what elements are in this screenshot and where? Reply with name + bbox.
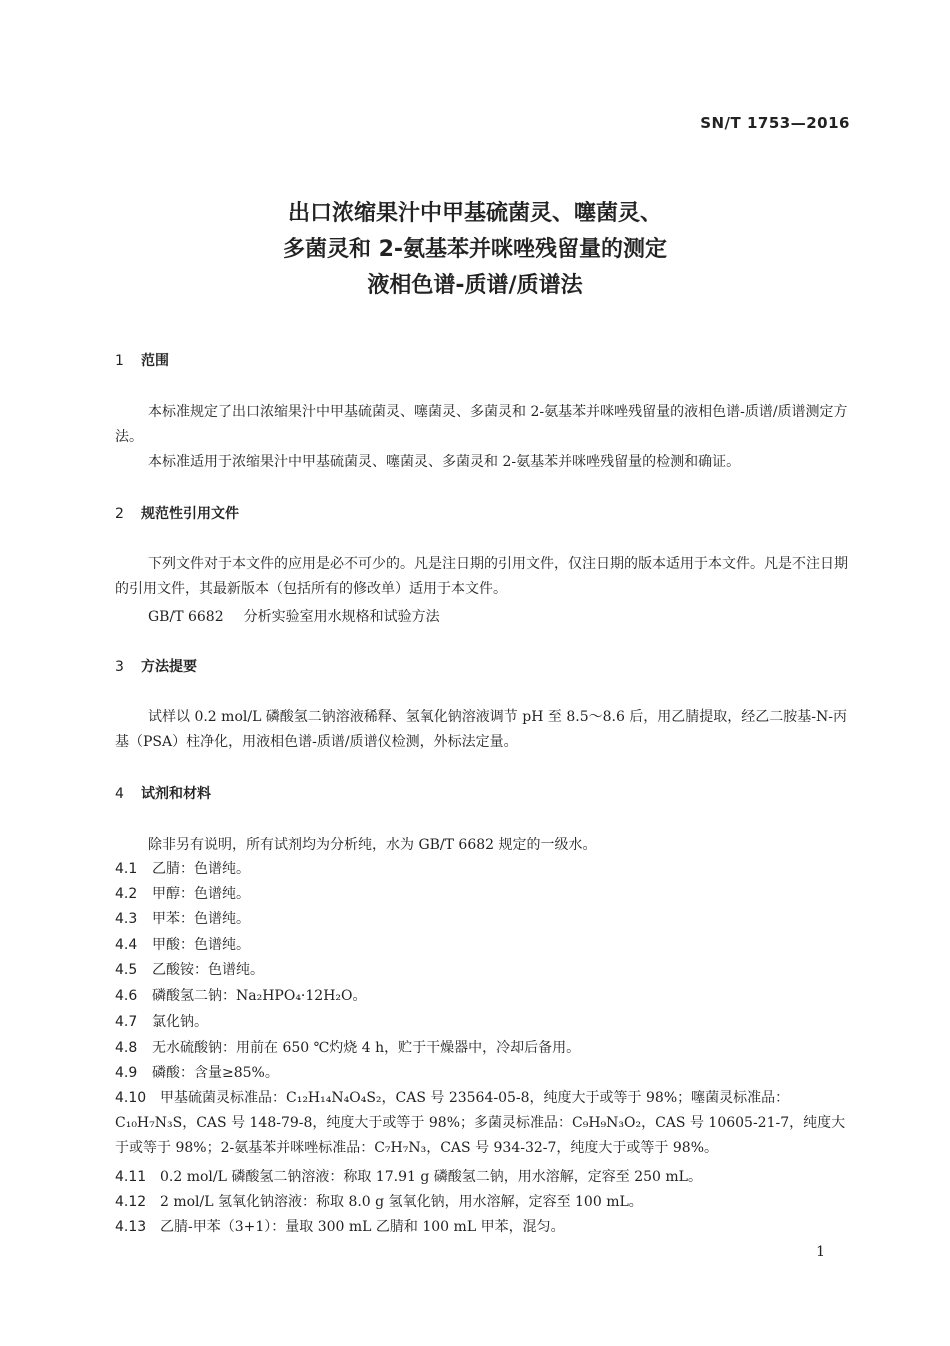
section-title: 范围 <box>141 353 169 369</box>
list-item: 4.3 甲苯：色谱纯。 <box>115 911 250 927</box>
section-1-paragraph-2: 本标准适用于浓缩果汁中甲基硫菌灵、噻菌灵、多菌灵和 2-氨基苯并咪唑残留量的检测和确证。 <box>148 454 741 470</box>
section-3-heading <box>115 656 197 676</box>
section-2-paragraph-1: 下列文件对于本文件的应用是必不可少的。凡是注日期的引用文件，仅注日期的版本适用于本文件。凡是不注日期的引用文件，其最新版本（包括所有的修改单）适用于本文件。 <box>115 556 848 597</box>
title-line-3: 液相色谱-质谱/质谱法 <box>367 273 583 298</box>
normative-reference <box>148 606 440 626</box>
title-line-2: 多菌灵和 2-氨基苯并咪唑残留量的测定 <box>282 237 668 262</box>
section-number: 3 <box>115 659 124 675</box>
reference-title: 分析实验室用水规格和试验方法 <box>243 609 440 625</box>
section-title: 规范性引用文件 <box>141 506 239 522</box>
section-1-paragraph-1: 本标准规定了出口浓缩果汁中甲基硫菌灵、噻菌灵、多菌灵和 2-氨基苯并咪唑残留量的液相色谱-质谱/质谱测定方法。 <box>115 404 848 445</box>
list-item: 4.9 磷酸：含量≥85%。 <box>115 1065 279 1081</box>
list-item: 4.5 乙酸铵：色谱纯。 <box>115 962 264 978</box>
section-4-intro: 除非另有说明，所有试剂均为分析纯，水为 GB/T 6682 规定的一级水。 <box>148 837 597 853</box>
list-item: 4.4 甲酸：色谱纯。 <box>115 937 250 953</box>
list-item: 4.12 2 mol/L 氢氧化钠溶液：称取 8.0 g 氢氧化钠，用水溶解，定容至 100 mL。 <box>115 1194 643 1210</box>
title-line-1: 出口浓缩果汁中甲基硫菌灵、噻菌灵、 <box>287 201 662 226</box>
list-item: 4.13 乙腈-甲苯（3+1）：量取 300 mL 乙腈和 100 mL 甲苯，混匀。 <box>115 1219 565 1235</box>
section-1-heading <box>115 350 169 370</box>
section-title: 方法提要 <box>141 659 197 675</box>
list-item: 4.8 无水硫酸钠：用前在 650 ℃灼烧 4 h，贮于干燥器中，冷却后备用。 <box>115 1040 581 1056</box>
document-title <box>0 196 950 304</box>
section-number: 1 <box>115 353 124 369</box>
list-item: 4.11 0.2 mol/L 磷酸氢二钠溶液：称取 17.91 g 磷酸氢二钠，用水溶解，定容至 250 mL。 <box>115 1169 702 1185</box>
section-title: 试剂和材料 <box>141 786 211 802</box>
list-item: 4.7 氯化钠。 <box>115 1014 208 1030</box>
page-number: 1 <box>816 1244 825 1260</box>
list-item: 4.2 甲醇：色谱纯。 <box>115 886 250 902</box>
standard-code: SN/T 1753—2016 <box>700 114 850 132</box>
list-item: 4.10 甲基硫菌灵标准品：C₁₂H₁₄N₄O₄S₂，CAS 号 23564-05-8，纯度大于或等于 98%；噻菌灵标准品：C₁₀H₇N₃S，CAS 号 148-79-8，纯度大于或等于 98%；多菌灵标准品：C₉H₉N₃O₂，CAS 号 10605-21-7，纯度大于或等于 98%；2-氨基苯并咪唑标准品：C₇H₇N₃，CAS 号 934-32-7，纯度大于或等于 98%。 <box>115 1090 846 1156</box>
list-item: 4.6 磷酸氢二钠：Na₂HPO₄·12H₂O。 <box>115 988 367 1004</box>
section-2-heading <box>115 503 239 523</box>
list-item: 4.1 乙腈：色谱纯。 <box>115 861 250 877</box>
section-number: 2 <box>115 506 124 522</box>
section-4-heading <box>115 783 211 803</box>
section-3-paragraph-1: 试样以 0.2 mol/L 磷酸氢二钠溶液稀释、氢氧化钠溶液调节 pH 至 8.5～8.6 后，用乙腈提取，经乙二胺基-N-丙基（PSA）柱净化，用液相色谱-质谱/质谱仪检测，外标法定量。 <box>115 709 848 750</box>
section-number: 4 <box>115 786 124 802</box>
reference-code: GB/T 6682 <box>148 609 224 625</box>
